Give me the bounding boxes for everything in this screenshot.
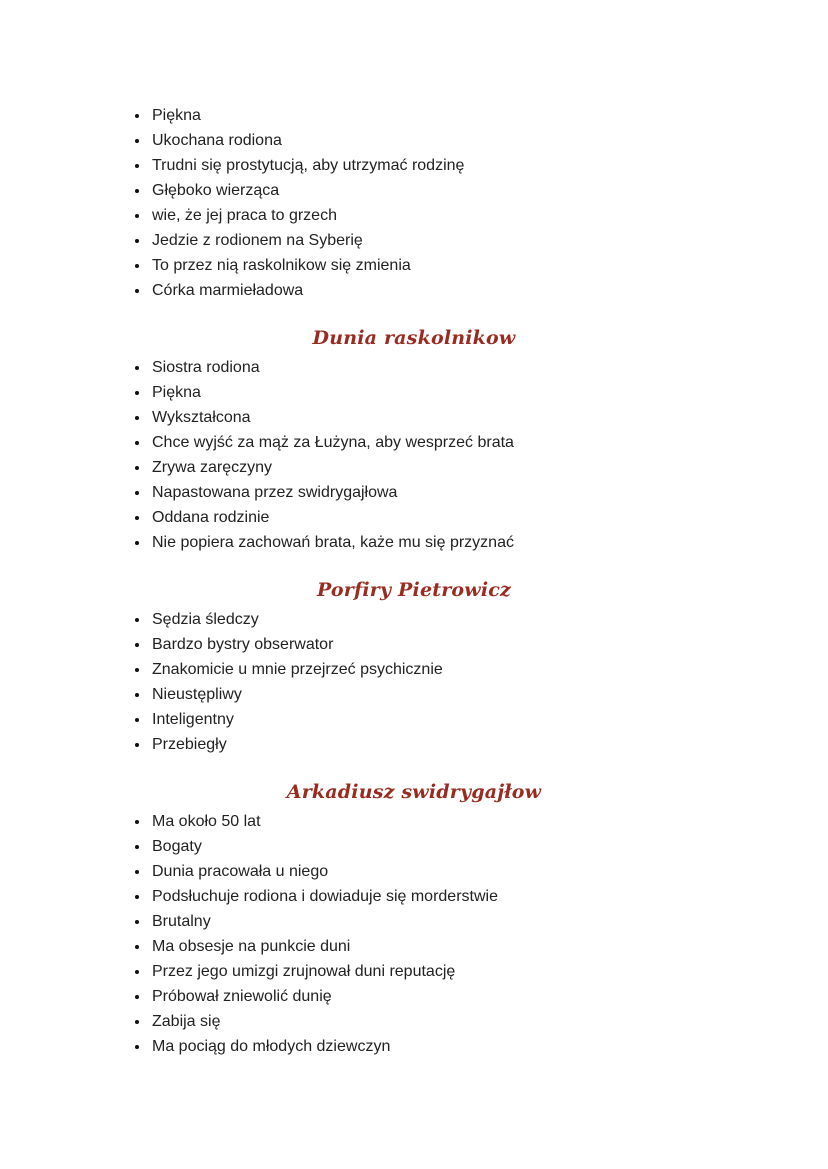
list-item: • Nieustępliwy [150, 682, 700, 707]
list-item: • Ukochana rodiona [150, 128, 700, 153]
list-item: • wie, że jej praca to grzech [150, 203, 700, 228]
list-item: • Inteligentny [150, 707, 700, 732]
list-item: • Przebiegły [150, 732, 700, 757]
list-item: • Bardzo bystry obserwator [150, 632, 700, 657]
list-item: • Sędzia śledczy [150, 607, 700, 632]
list-item: • Podsłuchuje rodiona i dowiaduje się morderstwie [150, 884, 700, 909]
list-item: • Głęboko wierząca [150, 178, 700, 203]
list-item: • Zrywa zaręczyny [150, 455, 700, 480]
list-item: • Siostra rodiona [150, 355, 700, 380]
character-section [128, 780, 700, 1059]
list-item: • Jedzie z rodionem na Syberię [150, 228, 700, 253]
list-item: • Nie popiera zachowań brata, każe mu się przyznać [150, 530, 700, 555]
list-item: • Zabija się [150, 1009, 700, 1034]
list-item: • Wykształcona [150, 405, 700, 430]
list-item: • Znakomicie u mnie przejrzeć psychicznie [150, 657, 700, 682]
list-item: • Ma około 50 lat [150, 809, 700, 834]
section-heading: Dunia raskolnikow [312, 327, 516, 349]
list-item: • Chce wyjść za mąż za Łużyna, aby wesprzeć brata [150, 430, 700, 455]
character-section [128, 103, 700, 303]
document-content [128, 103, 700, 1059]
list-item: • Brutalny [150, 909, 700, 934]
list-item: • Piękna [150, 380, 700, 405]
list-item: • Ma pociąg do młodych dziewczyn [150, 1034, 700, 1059]
bullet-list [128, 103, 700, 303]
list-item: • To przez nią raskolnikow się zmienia [150, 253, 700, 278]
list-item: • Ma obsesje na punkcie duni [150, 934, 700, 959]
bullet-list [128, 355, 700, 555]
character-section [128, 326, 700, 555]
list-item: • Córka marmieładowa [150, 278, 700, 303]
list-item: • Oddana rodzinie [150, 505, 700, 530]
list-item: • Próbował zniewolić dunię [150, 984, 700, 1009]
list-item: • Przez jego umizgi zrujnował duni reputację [150, 959, 700, 984]
list-item: • Napastowana przez swidrygajłowa [150, 480, 700, 505]
list-item: • Trudni się prostytucją, aby utrzymać rodzinę [150, 153, 700, 178]
character-section [128, 578, 700, 757]
list-item: • Bogaty [150, 834, 700, 859]
bullet-list [128, 607, 700, 757]
list-item: • Dunia pracowała u niego [150, 859, 700, 884]
section-heading: Porfiry Pietrowicz [316, 579, 512, 601]
bullet-list [128, 809, 700, 1059]
section-heading: Arkadiusz swidrygajłow [286, 781, 542, 803]
list-item: • Piękna [150, 103, 700, 128]
